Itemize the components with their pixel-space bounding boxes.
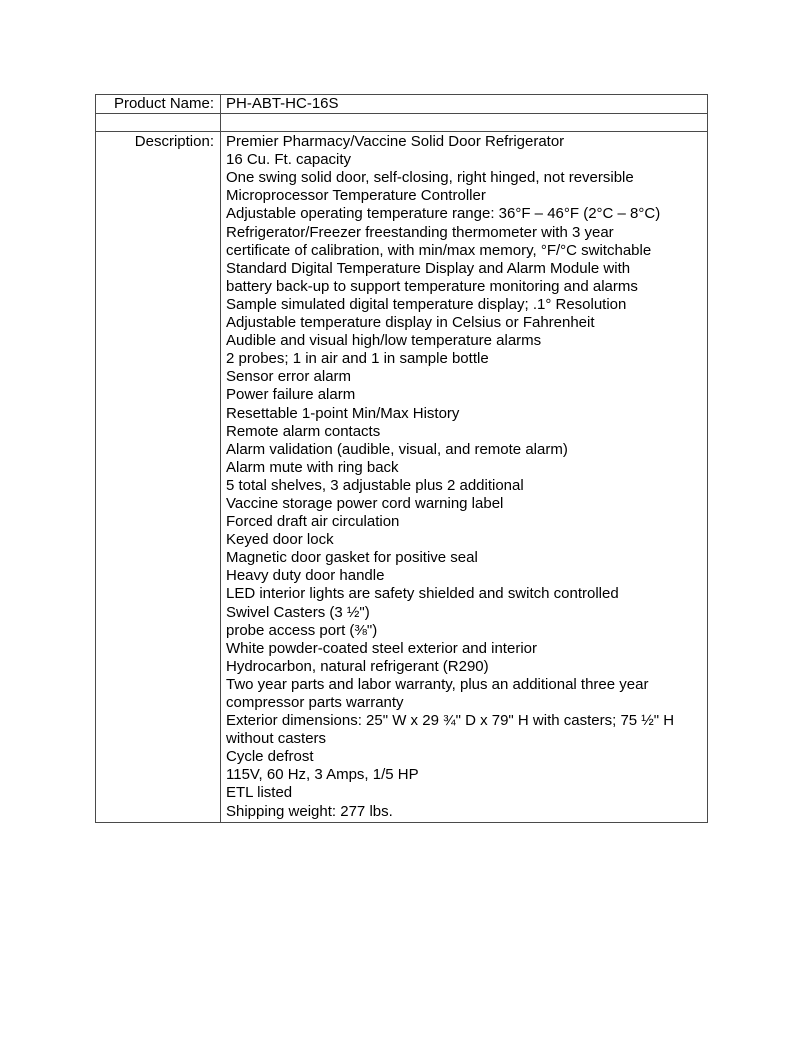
description-line: Keyed door lock bbox=[226, 531, 334, 549]
description-line: Standard Digital Temperature Display and Alarm Module with bbox=[226, 259, 631, 277]
description-line: certificate of calibration, with min/max memory, °F/°C switchable bbox=[226, 241, 652, 259]
description-line: One swing solid door, self-closing, right hinged, not reversible bbox=[226, 169, 634, 187]
description-row bbox=[96, 132, 708, 823]
description-line: Audible and visual high/low temperature alarms bbox=[226, 332, 542, 350]
empty-cell bbox=[221, 114, 708, 132]
description-list bbox=[221, 132, 708, 823]
description-line: Resettable 1-point Min/Max History bbox=[226, 404, 460, 422]
description-line: Refrigerator/Freezer freestanding thermometer with 3 year bbox=[226, 223, 614, 241]
description-line: 115V, 60 Hz, 3 Amps, 1/5 HP bbox=[226, 766, 419, 784]
description-line: Two year parts and labor warranty, plus an additional three year bbox=[226, 675, 649, 693]
description-line: Alarm validation (audible, visual, and remote alarm) bbox=[226, 440, 568, 458]
description-line: Premier Pharmacy/Vaccine Solid Door Refrigerator bbox=[226, 133, 565, 151]
description-line: Shipping weight: 277 lbs. bbox=[226, 802, 393, 820]
empty-row bbox=[96, 114, 708, 132]
description-line: Adjustable temperature display in Celsius or Fahrenheit bbox=[226, 314, 595, 332]
description-line: Exterior dimensions: 25" W x 29 ¾" D x 79" H with casters; 75 ½" H bbox=[226, 712, 675, 730]
description-line: Remote alarm contacts bbox=[226, 422, 381, 440]
product-name-value: PH-ABT-HC-16S bbox=[221, 95, 708, 114]
description-line: 16 Cu. Ft. capacity bbox=[226, 151, 352, 169]
empty-cell bbox=[96, 114, 221, 132]
description-line: Forced draft air circulation bbox=[226, 513, 400, 531]
product-spec-table bbox=[95, 94, 708, 823]
description-line: Magnetic door gasket for positive seal bbox=[226, 549, 478, 567]
description-line: Power failure alarm bbox=[226, 386, 356, 404]
description-line: Microprocessor Temperature Controller bbox=[226, 187, 486, 205]
description-line: White powder-coated steel exterior and interior bbox=[226, 639, 537, 657]
description-line: Sample simulated digital temperature display; .1° Resolution bbox=[226, 295, 627, 313]
description-line: 5 total shelves, 3 adjustable plus 2 additional bbox=[226, 476, 524, 494]
description-line: LED interior lights are safety shielded and switch controlled bbox=[226, 585, 619, 603]
description-line: Adjustable operating temperature range: 36°F – 46°F (2°C – 8°C) bbox=[226, 205, 661, 223]
description-line: 2 probes; 1 in air and 1 in sample bottle bbox=[226, 350, 489, 368]
description-line: Sensor error alarm bbox=[226, 368, 352, 386]
description-line: Heavy duty door handle bbox=[226, 567, 385, 585]
description-line: Alarm mute with ring back bbox=[226, 458, 399, 476]
description-line: battery back-up to support temperature monitoring and alarms bbox=[226, 277, 638, 295]
description-line: Cycle defrost bbox=[226, 748, 314, 766]
description-line: Vaccine storage power cord warning label bbox=[226, 494, 504, 512]
description-line: Hydrocarbon, natural refrigerant (R290) bbox=[226, 657, 489, 675]
product-name-label: Product Name: bbox=[96, 95, 221, 114]
description-line: without casters bbox=[226, 730, 327, 748]
description-line: compressor parts warranty bbox=[226, 694, 404, 711]
description-line: probe access port (⅜") bbox=[226, 621, 378, 639]
product-name-row bbox=[96, 95, 708, 114]
description-line: Swivel Casters (3 ½") bbox=[226, 603, 370, 621]
description-label: Description: bbox=[96, 132, 221, 823]
description-line: ETL listed bbox=[226, 784, 293, 802]
